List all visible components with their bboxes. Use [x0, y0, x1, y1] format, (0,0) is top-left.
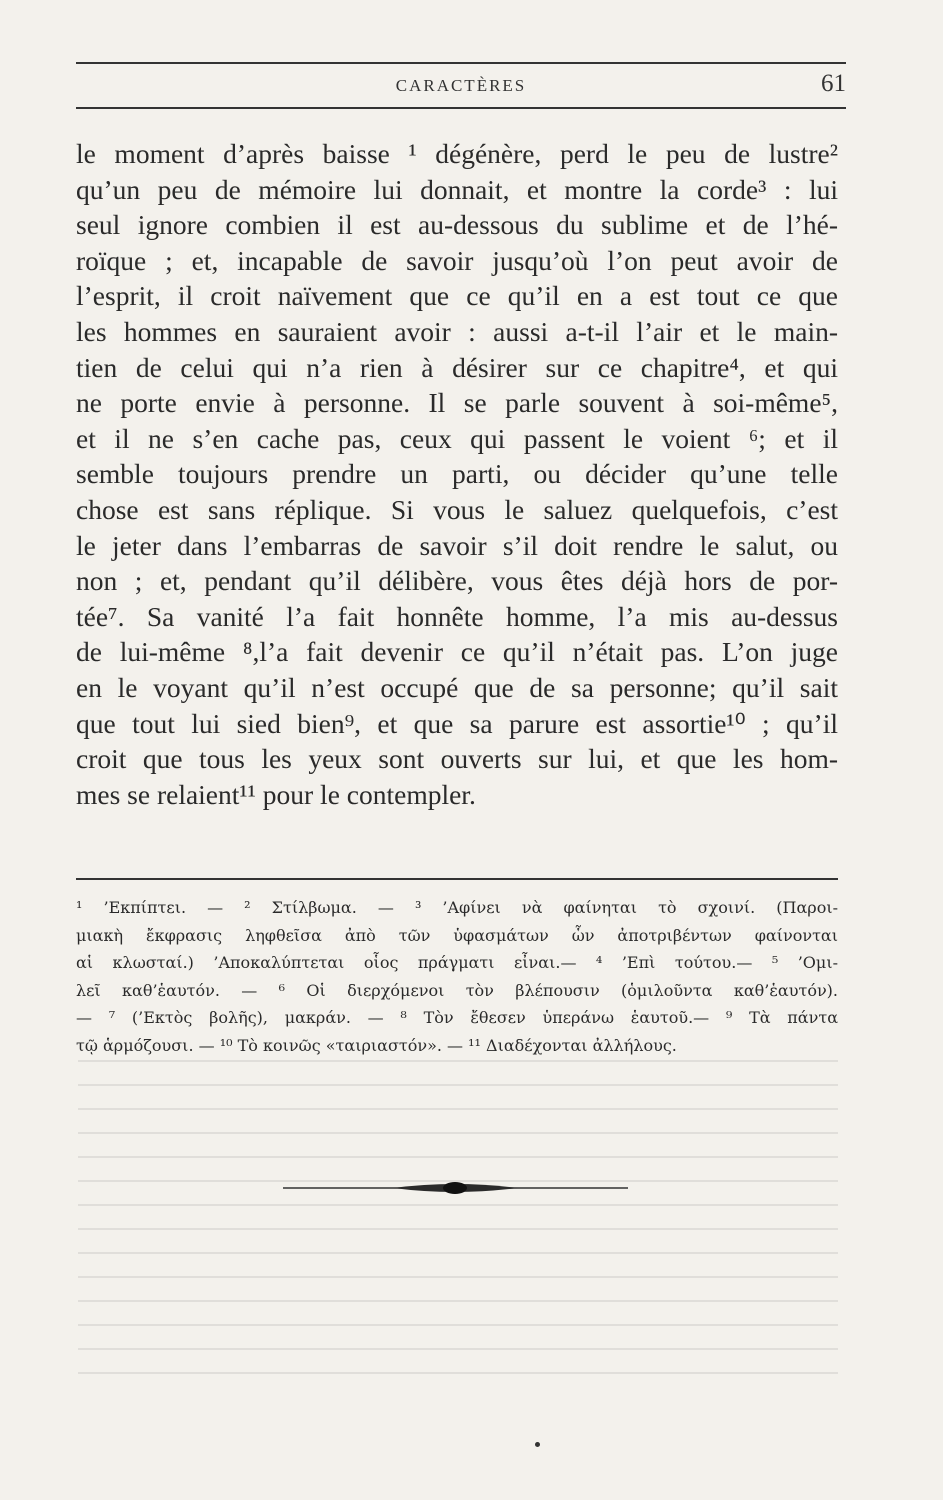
footnote-line: μιακὴ ἔκφρασις ληφθεῖσα ἀπὸ τῶν ὑφασμάτων ὧν ἀποτριβέντων φαίνονται [76, 925, 838, 945]
body-line: que tout lui sied bien⁹, et que sa parure est assortie¹⁰ ; qu’il [76, 707, 838, 739]
body-line: chose est sans réplique. Si vous le saluez quelquefois, c’est [76, 493, 838, 525]
page-number: 61 [821, 70, 846, 97]
bleed-through-texture [78, 1060, 838, 1440]
body-line: en le voyant qu’il n’est occupé que de sa personne; qu’il sait [76, 671, 838, 703]
body-line: qu’un peu de mémoire lui donnait, et montre la corde³ : lui [76, 173, 838, 205]
body-line: les hommes en sauraient avoir : aussi a-t-il l’air et le main- [76, 315, 838, 347]
running-head [76, 72, 846, 104]
header-top-rule [76, 62, 846, 64]
footnotes [76, 894, 838, 1060]
footnote-line: λεῖ καθ’ἑαυτόν. — ⁶ Οἱ διερχόμενοι τὸν βλέπουσιν (ὁμιλοῦντα καθ’ἑαυτόν). [76, 980, 838, 1000]
body-line: le jeter dans l’embarras de savoir s’il doit rendre le salut, ou [76, 529, 838, 561]
running-title: CARACTÈRES [395, 76, 527, 95]
body-line: et il ne s’en cache pas, ceux qui passent le voient ⁶; et il [76, 422, 838, 454]
footnote-separator [76, 878, 838, 880]
header-bottom-rule [76, 107, 846, 109]
body-line: tée⁷. Sa vanité l’a fait honnête homme, l’a mis au-dessus [76, 600, 838, 632]
body-line: roïque ; et, incapable de savoir jusqu’où l’on peut avoir de [76, 244, 838, 276]
footnote-line: τῷ ἁρμόζουσι. — ¹⁰ Τὸ κοινῶς «ταιριαστόν». — ¹¹ Διαδέχονται ἀλλήλους. [76, 1035, 677, 1055]
footnote-line: — ⁷ (’Εκτὸς βολῆς), μακράν. — ⁸ Τὸν ἔθεσεν ὑπεράνω ἑαυτοῦ.— ⁹ Τὰ πάντα [76, 1008, 838, 1028]
end-ornament-icon [283, 1180, 628, 1196]
body-line: seul ignore combien il est au-dessous du sublime et de l’hé- [76, 209, 838, 241]
body-text [76, 136, 838, 812]
body-line: le moment d’après baisse ¹ dégénère, perd le peu de lustre² [76, 138, 838, 169]
ink-dot [535, 1442, 540, 1447]
body-line: semble toujours prendre un parti, ou décider qu’une telle [76, 458, 838, 490]
body-line: croit que tous les yeux sont ouverts sur lui, et que les hom- [76, 743, 838, 775]
body-line: ne porte envie à personne. Il se parle souvent à soi-même⁵, [76, 387, 838, 419]
body-line: l’esprit, il croit naïvement que ce qu’il en a est tout ce que [76, 280, 838, 312]
body-line: de lui-même ⁸,l’a fait devenir ce qu’il n’était pas. L’on juge [76, 636, 838, 668]
body-line: mes se relaient¹¹ pour le contempler. [76, 778, 476, 810]
body-line: non ; et, pendant qu’il délibère, vous êtes déjà hors de por- [76, 565, 838, 597]
footnote-line: αἱ κλωσταί.) ’Αποκαλύπτεται οἷος πράγματι εἶναι.— ⁴ ’Επὶ τούτου.— ⁵ ’Ομι- [76, 953, 838, 973]
body-line: tien de celui qui n’a rien à désirer sur ce chapitre⁴, et qui [76, 351, 838, 383]
footnote-line: ¹ ’Εκπίπτει. — ² Στίλβωμα. — ³ ’Αφίνει νὰ φαίνηται τὸ σχοινί. (Παροι- [76, 898, 838, 917]
